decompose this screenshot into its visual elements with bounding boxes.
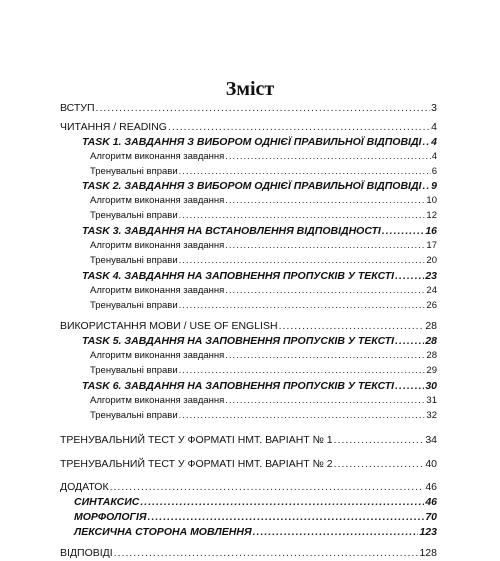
- dot-leader: [225, 394, 425, 409]
- dot-leader: [140, 495, 424, 510]
- page-title: Зміст: [225, 78, 275, 100]
- dot-leader: [422, 179, 430, 194]
- toc-entry-page: 10: [426, 195, 437, 207]
- table-of-contents: [60, 101, 437, 561]
- dot-leader: [225, 150, 430, 165]
- toc-entry[interactable]: [60, 457, 437, 472]
- toc-entry-title: СИНТАКСИС: [74, 496, 140, 509]
- toc-entry-page: 24: [426, 284, 437, 296]
- toc-entry-title: ТРЕНУВАЛЬНИЙ ТЕСТ У ФОРМАТІ НМТ. ВАРІАНТ № 2: [60, 457, 333, 470]
- toc-entry-title: TASK 5. ЗАВДАННЯ НА ЗАПОВНЕННЯ ПРОПУСКІВ У ТЕКСТІ: [82, 335, 395, 348]
- toc-entry-page: 28: [425, 335, 437, 348]
- toc-entry[interactable]: [60, 101, 437, 116]
- toc-entry-page: 9: [431, 180, 437, 193]
- toc-entry[interactable]: [60, 194, 437, 209]
- dot-leader: [225, 349, 425, 364]
- toc-entry-page: 17: [426, 240, 437, 252]
- toc-entry-title: Тренувальні вправи: [90, 165, 178, 177]
- toc-entry-page: 34: [425, 433, 437, 446]
- toc-entry-title: Тренувальні вправи: [90, 409, 178, 421]
- dot-leader: [395, 379, 424, 394]
- dot-leader: [225, 194, 425, 209]
- toc-entry-page: 3: [431, 102, 437, 114]
- dot-leader: [395, 334, 424, 349]
- toc-entry-title: Тренувальні вправи: [90, 365, 178, 377]
- dot-leader: [110, 480, 425, 495]
- toc-entry-title: TASK 4. ЗАВДАННЯ НА ЗАПОВНЕННЯ ПРОПУСКІВ У ТЕКСТІ: [82, 269, 395, 282]
- dot-leader: [225, 239, 425, 254]
- toc-entry-title: Алгоритм виконання завдання: [90, 350, 225, 362]
- toc-entry-title: TASK 6. ЗАВДАННЯ НА ЗАПОВНЕННЯ ПРОПУСКІВ У ТЕКСТІ: [82, 380, 395, 393]
- toc-entry-page: 40: [425, 457, 437, 470]
- toc-entry[interactable]: [60, 209, 437, 224]
- toc-entry-page: 6: [431, 165, 437, 177]
- dot-leader: [179, 254, 426, 269]
- toc-entry[interactable]: [60, 284, 437, 299]
- toc-entry-title: ВІДПОВІДІ: [60, 547, 113, 560]
- dot-leader: [334, 433, 425, 448]
- toc-entry-title: Алгоритм виконання завдання: [90, 394, 225, 406]
- toc-entry-page: 32: [426, 409, 437, 421]
- toc-entry-title: ВИКОРИСТАННЯ МОВИ / USE OF ENGLISH: [60, 320, 278, 333]
- toc-entry-title: Тренувальні вправи: [90, 299, 178, 311]
- toc-entry[interactable]: [60, 254, 437, 269]
- toc-entry-page: 70: [425, 511, 437, 524]
- toc-entry-page: 28: [425, 320, 437, 333]
- toc-entry-title: Алгоритм виконання завдання: [90, 195, 225, 207]
- toc-entry[interactable]: [60, 495, 437, 510]
- toc-entry[interactable]: [60, 394, 437, 409]
- toc-entry[interactable]: [60, 379, 437, 394]
- toc-entry-page: 46: [425, 481, 437, 494]
- toc-entry-page: 16: [425, 225, 437, 238]
- toc-entry-title: TASK 2. ЗАВДАННЯ З ВИБОРОМ ОДНІЄЇ ПРАВИЛЬНОЇ ВІДПОВІДІ: [82, 180, 422, 193]
- dot-leader: [168, 120, 430, 135]
- dot-leader: [96, 101, 431, 116]
- toc-entry-page: 28: [426, 350, 437, 362]
- toc-entry-title: ЧИТАННЯ / READING: [60, 120, 167, 133]
- toc-entry-title: Тренувальні вправи: [90, 254, 178, 266]
- toc-entry-page: 23: [425, 269, 437, 282]
- toc-entry[interactable]: [60, 135, 437, 150]
- toc-entry[interactable]: [60, 364, 437, 379]
- toc-entry[interactable]: [60, 480, 437, 495]
- toc-entry[interactable]: [60, 409, 437, 424]
- dot-leader: [334, 457, 425, 472]
- dot-leader: [253, 525, 419, 540]
- dot-leader: [225, 284, 425, 299]
- toc-entry[interactable]: [60, 525, 437, 540]
- toc-entry-page: 30: [425, 380, 437, 393]
- toc-entry-page: 12: [426, 210, 437, 222]
- toc-entry-title: TASK 1. ЗАВДАННЯ З ВИБОРОМ ОДНІЄЇ ПРАВИЛЬНОЇ ВІДПОВІДІ: [82, 135, 422, 148]
- toc-entry-title: МОРФОЛОГІЯ: [74, 511, 147, 524]
- toc-entry-page: 128: [419, 547, 437, 560]
- toc-entry[interactable]: [60, 120, 437, 135]
- toc-entry[interactable]: [60, 334, 437, 349]
- dot-leader: [179, 409, 426, 424]
- toc-entry[interactable]: [60, 150, 437, 165]
- toc-entry-title: Алгоритм виконання завдання: [90, 284, 225, 296]
- toc-entry[interactable]: [60, 179, 437, 194]
- toc-entry[interactable]: [60, 510, 437, 525]
- dot-leader: [179, 209, 426, 224]
- toc-entry[interactable]: [60, 319, 437, 334]
- dot-leader: [148, 510, 425, 525]
- toc-entry-page: 4: [431, 135, 437, 148]
- toc-entry[interactable]: [60, 239, 437, 254]
- toc-entry-page: 4: [431, 120, 437, 133]
- toc-entry[interactable]: [60, 299, 437, 314]
- toc-entry-title: ЛЕКСИЧНА СТОРОНА МОВЛЕННЯ: [74, 526, 252, 539]
- dot-leader: [179, 364, 426, 379]
- toc-entry[interactable]: [60, 433, 437, 448]
- toc-entry-page: 20: [426, 254, 437, 266]
- toc-entry[interactable]: [60, 546, 437, 561]
- toc-entry[interactable]: [60, 349, 437, 364]
- dot-leader: [179, 165, 431, 180]
- toc-entry-page: 4: [431, 150, 437, 162]
- dot-leader: [179, 299, 426, 314]
- toc-entry[interactable]: [60, 224, 437, 239]
- toc-entry-page: 46: [425, 496, 437, 509]
- dot-leader: [382, 224, 424, 239]
- toc-entry[interactable]: [60, 165, 437, 180]
- toc-entry-page: 29: [426, 365, 437, 377]
- toc-entry-title: Алгоритм виконання завдання: [90, 150, 225, 162]
- toc-entry-title: ДОДАТОК: [60, 481, 109, 494]
- dot-leader: [114, 546, 419, 561]
- toc-entry-title: Алгоритм виконання завдання: [90, 240, 225, 252]
- toc-entry-title: TASK 3. ЗАВДАННЯ НА ВСТАНОВЛЕННЯ ВІДПОВІДНОСТІ: [82, 225, 381, 238]
- dot-leader: [395, 269, 424, 284]
- toc-entry-title: ВСТУП: [60, 102, 95, 114]
- dot-leader: [279, 319, 425, 334]
- toc-entry-page: 31: [426, 394, 437, 406]
- toc-entry-title: ТРЕНУВАЛЬНИЙ ТЕСТ У ФОРМАТІ НМТ. ВАРІАНТ № 1: [60, 433, 333, 446]
- dot-leader: [422, 135, 430, 150]
- toc-entry-page: 26: [426, 299, 437, 311]
- toc-entry[interactable]: [60, 269, 437, 284]
- toc-entry-title: Тренувальні вправи: [90, 210, 178, 222]
- toc-entry-page: 123: [419, 526, 437, 539]
